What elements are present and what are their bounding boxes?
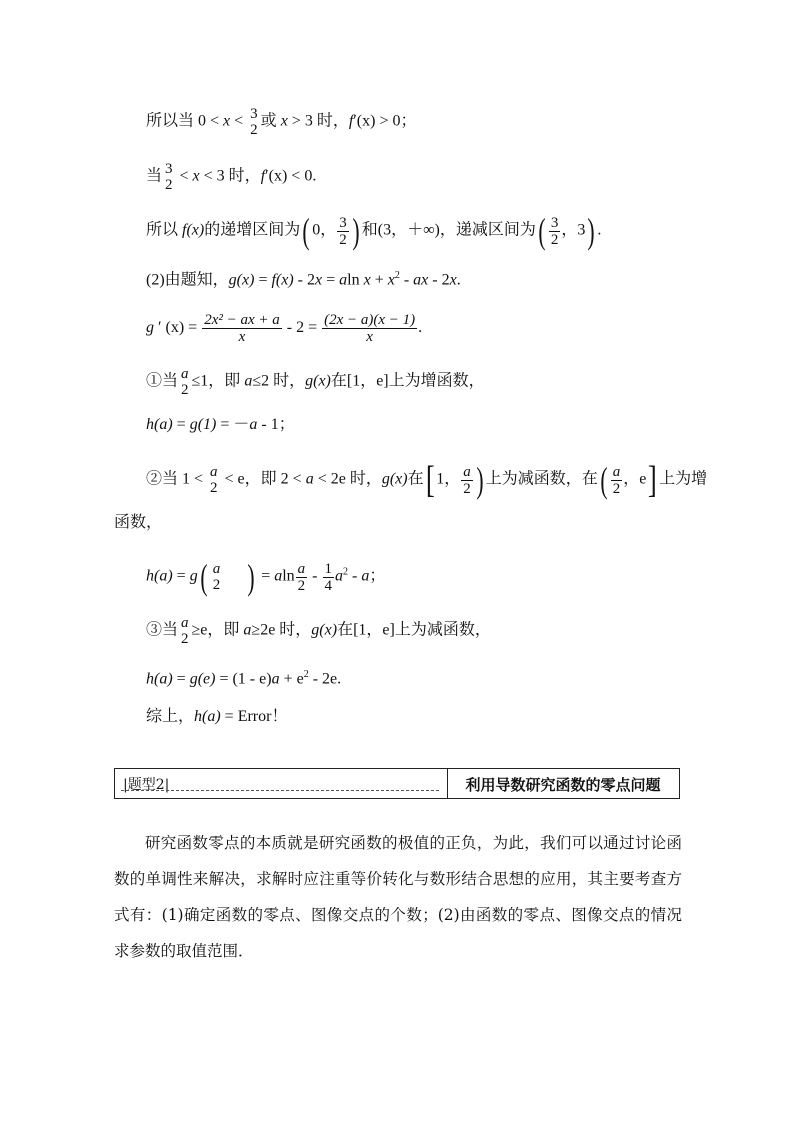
text: 上为增 xyxy=(659,470,708,488)
exponent: 2 xyxy=(303,669,309,680)
denominator: 2 xyxy=(297,577,306,594)
line-5 xyxy=(146,312,422,345)
expr: g(x) xyxy=(228,271,255,289)
var: x xyxy=(315,271,323,289)
paren: ( xyxy=(538,211,546,251)
expr: g(1) xyxy=(189,416,217,433)
numerator: a xyxy=(210,464,218,480)
text: = xyxy=(322,271,340,289)
text: = xyxy=(254,271,272,289)
fraction xyxy=(322,312,417,345)
expr: f(x) xyxy=(271,271,294,289)
expr: h(a) xyxy=(146,670,173,688)
exponent: 2 xyxy=(343,566,348,578)
var: x xyxy=(223,112,231,130)
text: 在[1，e]上为增函数， xyxy=(330,372,485,390)
text: - xyxy=(348,567,362,585)
numerator: a xyxy=(181,615,189,631)
text: ln xyxy=(347,271,364,289)
denominator: x xyxy=(238,329,246,345)
section-tag: |题型2| xyxy=(123,777,170,793)
var: x xyxy=(280,112,288,130)
expr: g(x) xyxy=(311,621,338,639)
line-6 xyxy=(146,366,485,398)
line-4 xyxy=(146,266,461,290)
text: 1， xyxy=(436,470,461,488)
numerator: 2x² − ax + a xyxy=(204,312,280,328)
line-2 xyxy=(146,161,316,193)
text: ≤2 时， xyxy=(252,372,306,390)
var: a xyxy=(243,621,252,639)
banner-left-cell xyxy=(115,769,448,798)
denominator: 2 xyxy=(463,480,471,497)
text: ②当 1 < xyxy=(146,470,208,488)
numerator: a xyxy=(297,560,306,577)
text: 的递增区间为 xyxy=(204,221,301,239)
var: x xyxy=(192,167,200,185)
line-13 xyxy=(146,707,287,727)
text: - 2 xyxy=(428,271,450,289)
var: a xyxy=(361,567,370,585)
denominator: 2 xyxy=(212,577,221,593)
text: ③当 xyxy=(146,621,179,639)
bracket: ] xyxy=(648,459,658,501)
var: a xyxy=(271,670,280,688)
var: g xyxy=(189,567,198,585)
denominator: 4 xyxy=(324,577,332,594)
text: + xyxy=(370,271,388,289)
text: 综上， xyxy=(146,708,195,725)
text: = － xyxy=(216,416,250,433)
fraction xyxy=(163,161,175,193)
numerator: a xyxy=(212,561,221,577)
text: . xyxy=(597,221,602,239)
expr: h(a) xyxy=(146,567,173,585)
expr: g(e) xyxy=(189,670,216,688)
text: (x) = xyxy=(165,319,202,337)
text: (2)由题知， xyxy=(146,271,229,289)
var: x xyxy=(449,271,457,289)
text: = Error！ xyxy=(220,708,288,725)
line-1 xyxy=(146,106,416,138)
var: a xyxy=(305,470,314,488)
expr: h(a) xyxy=(194,708,221,725)
text: . xyxy=(456,271,461,289)
line-9 xyxy=(114,513,162,533)
line-10 xyxy=(146,559,385,595)
text: 在[1，e]上为减函数， xyxy=(337,621,491,639)
text: ′ xyxy=(154,319,166,337)
text: ①当 xyxy=(146,372,179,390)
text: 上为减函数，在 xyxy=(485,470,598,488)
fraction xyxy=(211,561,223,593)
var: x xyxy=(363,271,371,289)
paren: ) xyxy=(247,557,255,597)
text: ，e xyxy=(623,470,647,488)
text: < 3 时， xyxy=(199,167,261,185)
text: 或 xyxy=(260,112,281,130)
text: 函数， xyxy=(114,514,163,531)
line-3 xyxy=(146,213,601,249)
text: ≥e，即 xyxy=(191,621,244,639)
text: < xyxy=(230,112,248,130)
text: ′(x) < 0. xyxy=(265,167,317,185)
var: ax xyxy=(413,271,429,289)
denominator: 2 xyxy=(250,122,258,138)
numerator: 3 xyxy=(550,214,559,231)
fraction xyxy=(179,615,191,647)
text: < xyxy=(175,167,193,185)
denominator: 2 xyxy=(181,631,189,647)
var: a xyxy=(274,567,283,585)
line-8 xyxy=(146,461,707,499)
var: g xyxy=(146,319,154,337)
paren: ( xyxy=(600,460,608,500)
text: 所以当 0 < xyxy=(146,112,224,130)
text: - 1； xyxy=(257,416,295,433)
text: ，3 xyxy=(561,221,586,239)
dashed-rule xyxy=(121,790,439,791)
text: 在 xyxy=(407,470,424,488)
text: 当 xyxy=(146,167,163,185)
text: ； xyxy=(369,567,386,585)
denominator: 2 xyxy=(339,231,347,248)
text: = xyxy=(172,416,190,433)
numerator: 1 xyxy=(324,560,332,577)
line-12 xyxy=(146,665,341,689)
section-title: 利用导数研究函数的零点问题 xyxy=(465,776,661,794)
text: - 2 xyxy=(293,271,315,289)
text: = xyxy=(257,567,275,585)
paren: ( xyxy=(302,211,310,251)
text: . xyxy=(418,319,423,337)
expr: f(x) xyxy=(182,221,205,239)
var: a xyxy=(244,372,253,390)
denominator: 2 xyxy=(181,382,189,398)
expr: h(a) xyxy=(146,416,173,433)
fraction xyxy=(337,215,349,248)
numerator: 3 xyxy=(339,214,347,231)
text: < 2e 时， xyxy=(313,470,382,488)
fraction xyxy=(461,464,473,497)
denominator: 2 xyxy=(210,480,218,496)
var: f xyxy=(348,112,354,130)
text: - 2e. xyxy=(308,670,342,688)
line-7 xyxy=(146,415,295,435)
text: ln xyxy=(282,567,295,585)
fraction xyxy=(611,464,623,497)
paren: ( xyxy=(200,557,208,597)
denominator: x xyxy=(366,329,373,345)
fraction xyxy=(208,464,220,496)
text: ′(x) > 0； xyxy=(353,112,417,130)
fraction xyxy=(202,312,282,345)
expr: g(x) xyxy=(305,372,331,390)
denominator: 2 xyxy=(165,177,173,193)
denominator: 2 xyxy=(550,231,559,248)
numerator: a xyxy=(181,366,189,382)
text: = xyxy=(172,670,190,688)
var: a xyxy=(339,271,348,289)
section-banner xyxy=(114,768,680,799)
expr: g(x) xyxy=(381,470,408,488)
numerator: 3 xyxy=(165,161,173,177)
fraction xyxy=(179,366,191,398)
text: = xyxy=(172,567,190,585)
text: = (1 - e) xyxy=(215,670,272,688)
text: - xyxy=(308,567,322,585)
text: ≤1，即 xyxy=(191,372,245,390)
fraction xyxy=(296,561,308,594)
text: - 2 = xyxy=(282,319,322,337)
paren: ) xyxy=(352,211,360,251)
exponent: 2 xyxy=(394,270,400,281)
fraction xyxy=(248,106,260,138)
paren: ) xyxy=(587,211,595,251)
var: x xyxy=(387,271,395,289)
numerator: (2x − a)(x − 1) xyxy=(324,312,416,328)
var: f xyxy=(260,167,266,185)
numerator: 3 xyxy=(250,106,258,122)
fraction xyxy=(323,561,335,594)
text: - xyxy=(399,271,414,289)
text: > 3 时， xyxy=(287,112,349,130)
text: ≥2e 时， xyxy=(251,621,312,639)
numerator: a xyxy=(463,463,471,480)
fraction xyxy=(549,215,561,248)
bracket: [ xyxy=(425,459,435,501)
text: < e，即 2 < xyxy=(220,470,306,488)
paren: ) xyxy=(476,460,484,500)
text: 0， xyxy=(312,221,337,239)
var: a xyxy=(335,567,343,585)
text: + e xyxy=(279,670,304,688)
denominator: 2 xyxy=(612,480,621,497)
text: 和(3，＋∞)，递减区间为 xyxy=(361,221,536,239)
text: 所以 xyxy=(146,221,183,239)
body-paragraph: 研究函数零点的本质就是研究函数的极值的正负，为此，我们可以通过讨论函数的单调性来解决，求解时应注重等价转化与数形结合思想的应用，其主要考查方式有：(1)确定函数的零点、图像交点的个数；(2)由函数的零点、图像交点的情况求参数的取值范围． xyxy=(114,834,682,960)
numerator: a xyxy=(612,463,621,480)
var: a xyxy=(249,416,258,433)
line-11 xyxy=(146,615,491,647)
